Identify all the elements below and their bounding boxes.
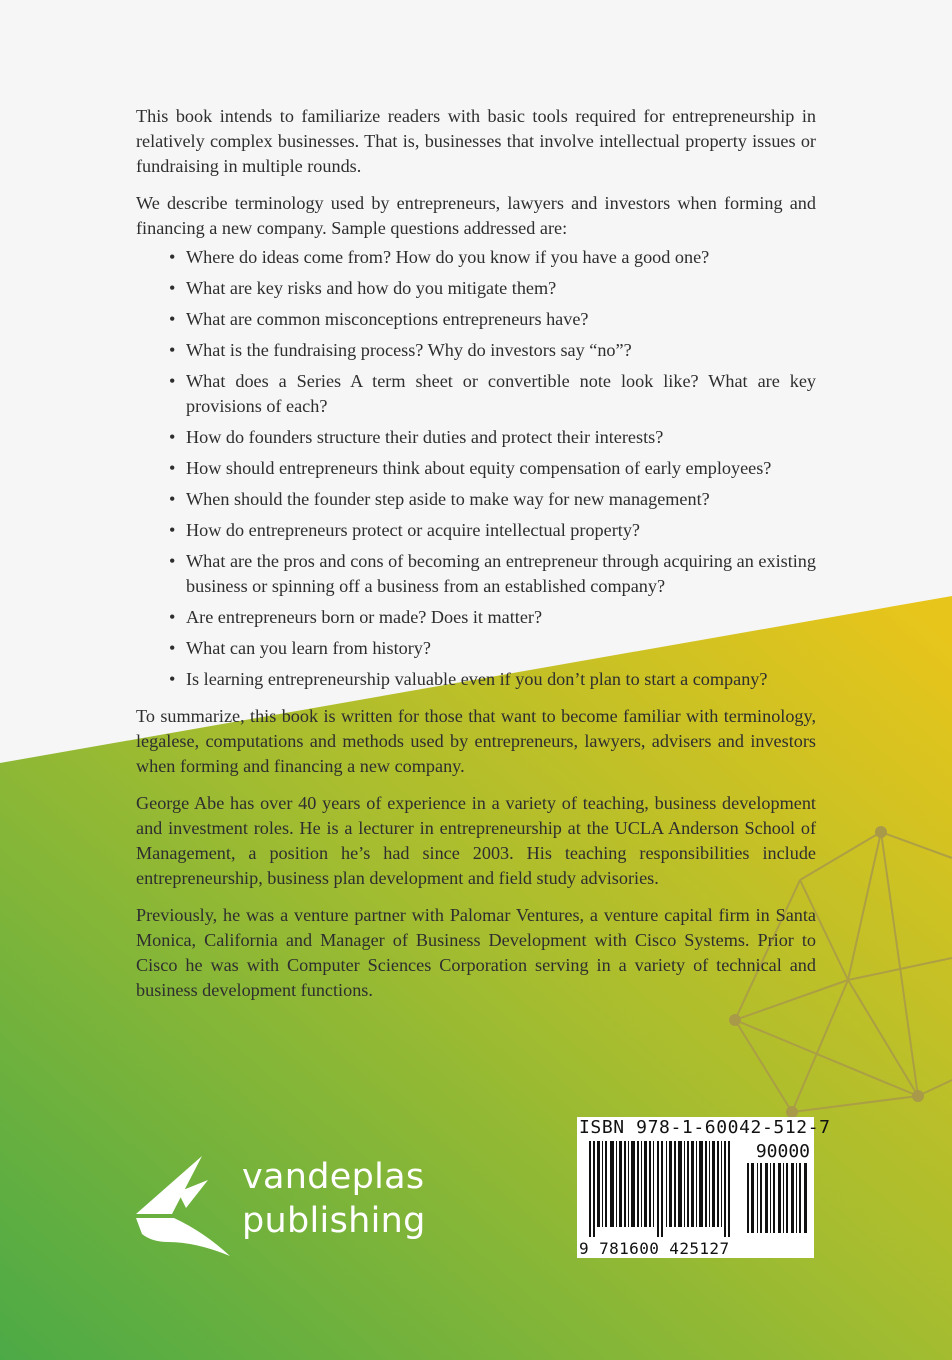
back-cover-text: [136, 104, 816, 1015]
question-item: • Where do ideas come from? How do you know if you have a good one?: [186, 245, 816, 270]
publisher-logo: [134, 1152, 454, 1262]
question-item: • What are key risks and how do you mitigate them?: [186, 276, 816, 301]
question-item: • Is learning entrepreneurship valuable even if you don’t plan to start a company?: [186, 667, 816, 692]
publisher-name: [242, 1155, 426, 1243]
question-item: • How should entrepreneurs think about equity compensation of early employees?: [186, 456, 816, 481]
summary-paragraph: To summarize, this book is written for those that want to become familiar with terminology, legalese, computations and methods used by entrepreneurs, lawyers, advisers and investors when forming and financing a new company.: [136, 706, 816, 776]
publisher-mark-icon: [134, 1152, 234, 1262]
question-item: • How do entrepreneurs protect or acquire intellectual property?: [186, 518, 816, 543]
barcode-main-bars: [587, 1141, 747, 1237]
isbn-barcode: [577, 1117, 831, 1258]
author-bio-paragraph-1: George Abe has over 40 years of experience in a variety of teaching, business development and investment roles. He is a lecturer in entrepreneurship at the UCLA Anderson School of Management, a position he’s had since 2003. His teaching responsibilities include entrepreneurship, business plan development and field study advisories.: [136, 793, 816, 888]
question-item: • What are the pros and cons of becoming an entrepreneur through acquiring an existing business or spinning off a business from an established company?: [186, 549, 816, 599]
author-bio-paragraph-2: Previously, he was a venture partner with Palomar Ventures, a venture capital firm in Santa Monica, California and Manager of Business Development with Cisco Systems. Prior to Cisco he was with Computer Sciences Corporation serving in a variety of technical and business development functions.: [136, 905, 816, 1000]
question-item: • What does a Series A term sheet or convertible note look like? What are key provisions of each?: [186, 369, 816, 419]
question-item: • What can you learn from history?: [186, 636, 816, 661]
question-item: • Are entrepreneurs born or made? Does it matter?: [186, 605, 816, 630]
isbn-label: ISBN 978-1-60042-512-7: [579, 1117, 831, 1138]
question-item: • When should the founder step aside to make way for new management?: [186, 487, 816, 512]
publisher-name-line-2: publishing: [242, 1201, 426, 1241]
question-item: • What are common misconceptions entrepreneurs have?: [186, 307, 816, 332]
intro-paragraph-2: We describe terminology used by entrepreneurs, lawyers and investors when forming and financing a new company. Sample questions addressed are:: [136, 193, 816, 238]
isbn-digits: 9 781600 425127: [579, 1239, 730, 1258]
question-item: • How do founders structure their duties and protect their interests?: [186, 425, 816, 450]
barcode-addon-bars: [747, 1163, 809, 1233]
question-list: [136, 245, 816, 692]
publisher-name-line-1: vandeplas: [242, 1157, 425, 1197]
intro-paragraph-1: This book intends to familiarize readers with basic tools required for entrepreneurship in relatively complex businesses. That is, businesses that involve intellectual property issues or fundraising in multiple rounds.: [136, 106, 816, 176]
question-item: • What is the fundraising process? Why do investors say “no”?: [186, 338, 816, 363]
price-code: 90000: [755, 1141, 810, 1162]
